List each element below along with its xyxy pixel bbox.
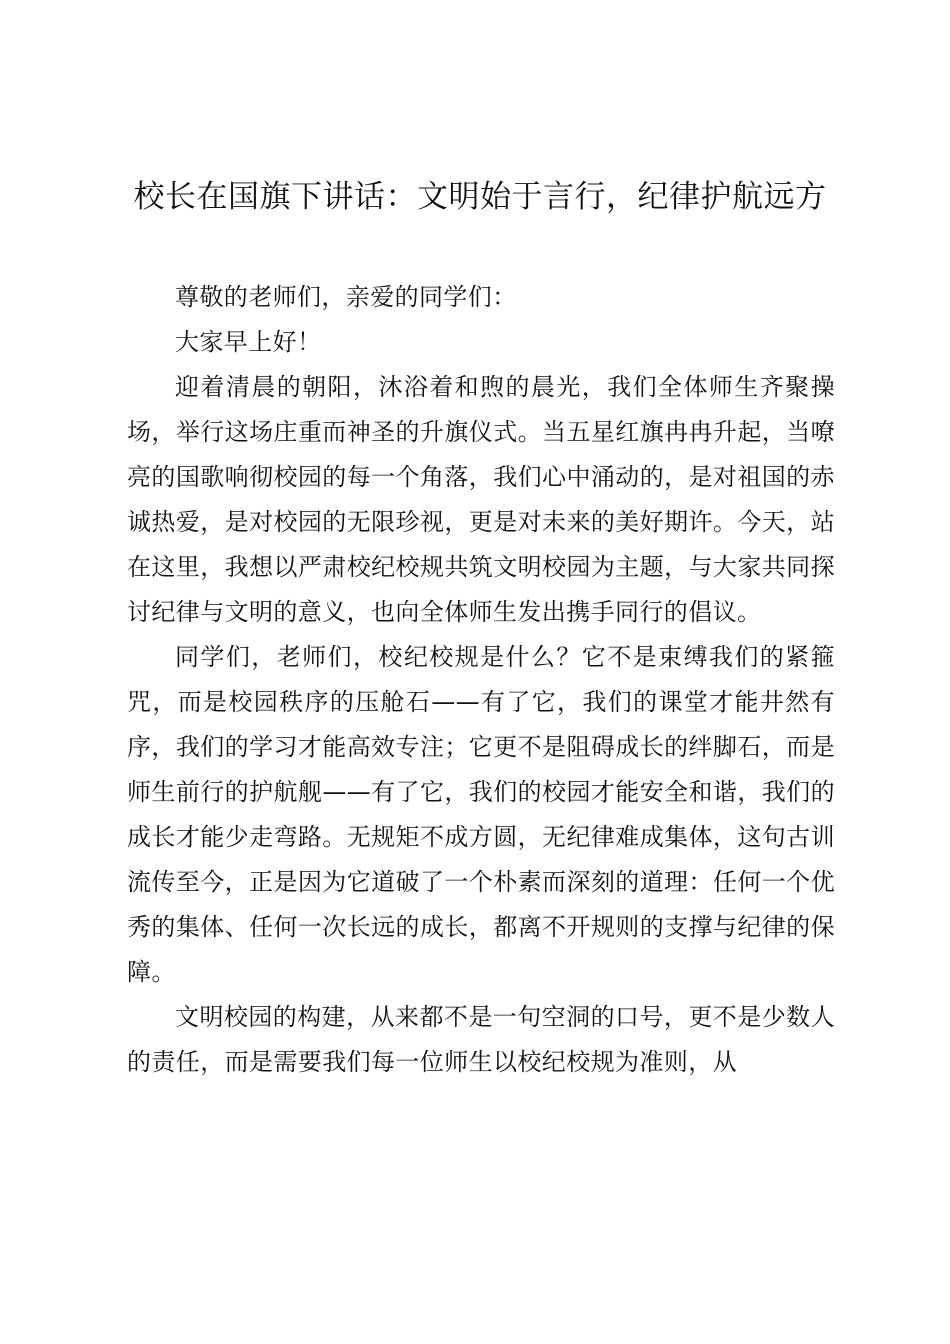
salutation-paragraph: 尊敬的老师们，亲爱的同学们： xyxy=(175,283,517,311)
body-paragraph: 迎着清晨的朝阳，沐浴着和煦的晨光，我们全体师生齐聚操场，举行这场庄重而神圣的升旗仪式。当五星红旗冉冉升起，当嘹亮的国歌响彻校园的每一个角落，我们心中涌动的，是对祖国的赤诚热爱，是对校园的无限珍视，更是对未来的美好期许。今天，站在这里，我想以严肃校纪校规共筑文明校园为主题，与大家共同探讨纪律与文明的意义，也向全体师生发出携手同行的倡议。 xyxy=(127,373,835,626)
body-paragraph: 同学们，老师们，校纪校规是什么？它不是束缚我们的紧箍咒，而是校园秩序的压舱石——有了它，我们的课堂才能井然有序，我们的学习才能高效专注；它更不是阻碍成长的绊脚石，而是师生前行的护航舰——有了它，我们的校园才能安全和谐，我们的成长才能少走弯路。无规矩不成方圆，无纪律难成集体，这句古训流传至今，正是因为它道破了一个朴素而深刻的道理：任何一个优秀的集体、任何一次长远的成长，都离不开规则的支撑与纪律的保障。 xyxy=(127,643,835,986)
greeting-paragraph: 大家早上好！ xyxy=(175,328,322,356)
document-body xyxy=(127,275,835,1085)
document-title: 校长在国旗下讲话：文明始于言行，纪律护航远方 xyxy=(133,179,827,215)
body-paragraph: 文明校园的构建，从来都不是一句空洞的口号，更不是少数人的责任，而是需要我们每一位师生以校纪校规为准则，从 xyxy=(127,1003,835,1076)
